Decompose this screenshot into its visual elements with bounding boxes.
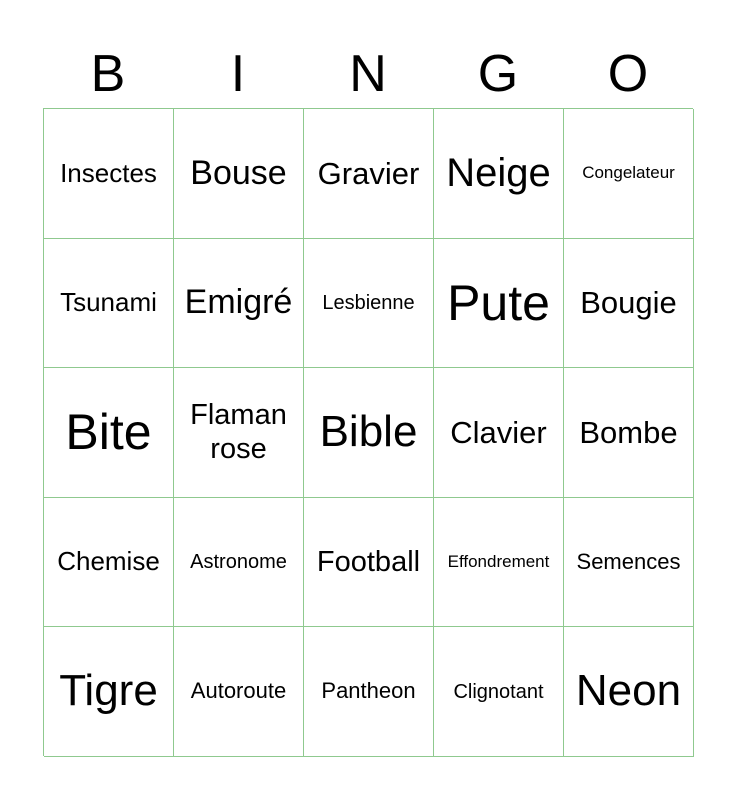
- bingo-cell[interactable]: Tsunami: [44, 239, 174, 369]
- bingo-cell[interactable]: Effondrement: [434, 498, 564, 628]
- bingo-cell[interactable]: Bouse: [174, 109, 304, 239]
- bingo-cell[interactable]: Semences: [564, 498, 694, 628]
- bingo-cell[interactable]: Bite: [44, 368, 174, 498]
- bingo-cell[interactable]: Chemise: [44, 498, 174, 628]
- bingo-cell[interactable]: Clavier: [434, 368, 564, 498]
- bingo-cell[interactable]: Clignotant: [434, 627, 564, 757]
- header-letter-n: N: [349, 45, 387, 103]
- bingo-cell[interactable]: Pute: [434, 239, 564, 369]
- bingo-cell[interactable]: Emigré: [174, 239, 304, 369]
- bingo-cell[interactable]: Insectes: [44, 109, 174, 239]
- bingo-cell[interactable]: Bible: [304, 368, 434, 498]
- bingo-cell[interactable]: Neon: [564, 627, 694, 757]
- header-letter-b: B: [90, 45, 126, 103]
- bingo-cell[interactable]: Tigre: [44, 627, 174, 757]
- bingo-cell[interactable]: Lesbienne: [304, 239, 434, 369]
- bingo-cell[interactable]: Pantheon: [304, 627, 434, 757]
- bingo-cell[interactable]: Flaman rose: [174, 368, 304, 498]
- bingo-cell[interactable]: Autoroute: [174, 627, 304, 757]
- header-letter-i: I: [230, 45, 246, 103]
- bingo-cell[interactable]: Neige: [434, 109, 564, 239]
- bingo-cell[interactable]: Football: [304, 498, 434, 628]
- bingo-cell[interactable]: Gravier: [304, 109, 434, 239]
- bingo-cell[interactable]: Astronome: [174, 498, 304, 628]
- bingo-cell[interactable]: Bombe: [564, 368, 694, 498]
- bingo-cell[interactable]: Congelateur: [564, 109, 694, 239]
- header-letter-g: G: [477, 45, 519, 103]
- bingo-board: [43, 108, 693, 756]
- bingo-header: [43, 40, 693, 108]
- bingo-cell[interactable]: Bougie: [564, 239, 694, 369]
- header-letter-o: O: [607, 45, 649, 103]
